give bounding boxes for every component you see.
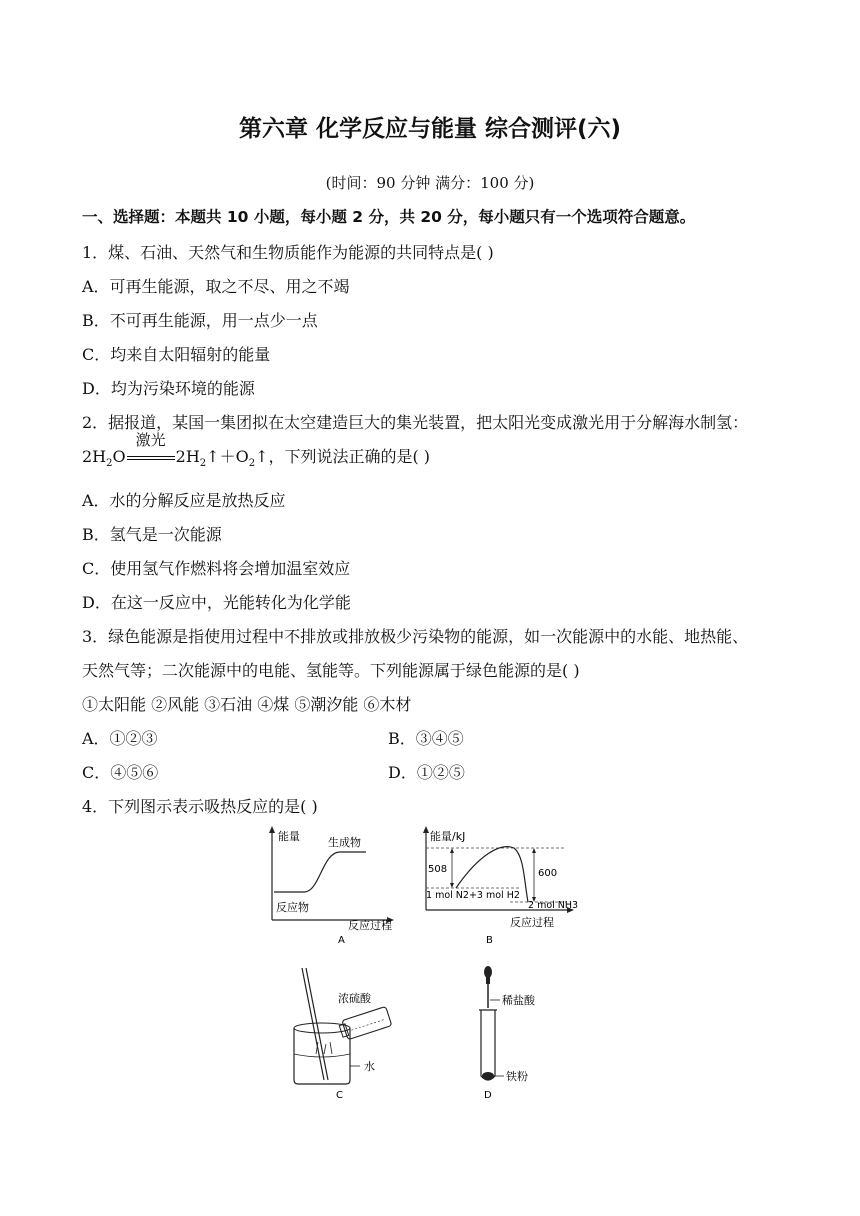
fig-a-reactant-label: 反应物 [276, 901, 309, 914]
fig-d-iron-label: 铁粉 [506, 1070, 528, 1083]
equation-condition: 激光 [135, 431, 166, 449]
fig-b-reactants: 1 mol N2+3 mol H2 [426, 890, 520, 901]
fig-b-ylabel: 能量/kJ [430, 830, 466, 843]
figure-c [288, 962, 428, 1106]
question-3-stem-line1: 3．绿色能源是指使用过程中不排放或排放极少污染物的能源，如一次能源中的水能、地热能、 [82, 627, 749, 646]
fig-a-xlabel: 反应过程 [348, 919, 392, 932]
question-3-stem-line2: 天然气等；二次能源中的电能、氢能等。下列能源属于绿色能源的是( ) [82, 661, 580, 680]
section-heading: 一、选择题：本题共 10 小题，每小题 2 分，共 20 分，每小题只有一个选项符合题意。 [82, 208, 696, 226]
chemical-equation: $2H_2O$ 激光 $2H_2↑+O_2↑$，下列说法正确的是( ) [82, 431, 431, 470]
q3-option-a: A．①②③ [82, 729, 158, 748]
equation-tail: ，下列说法正确的是( ) [268, 447, 431, 466]
figure-b [420, 824, 600, 952]
fig-d-tag: D [484, 1090, 492, 1101]
fig-b-value-508: 508 [428, 864, 448, 875]
q1-option-a: A．可再生能源，取之不尽、用之不竭 [82, 277, 350, 296]
q2-option-a: A．水的分解反应是放热反应 [82, 491, 286, 510]
q2-option-c: C．使用氢气作燃料将会增加温室效应 [82, 559, 351, 578]
fig-c-tag: C [336, 1090, 343, 1101]
q3-option-d: D．①②⑤ [388, 763, 465, 782]
question-2-stem: 2．据报道，某国一集团拟在太空建造巨大的集光装置，把太阳光变成激光用于分解海水制氢： [82, 413, 749, 432]
fig-b-products: 2 mol NH3 [528, 900, 579, 911]
q1-option-d: D．均为污染环境的能源 [82, 379, 255, 398]
fig-c-water-label: 水 [364, 1060, 375, 1073]
q1-option-c: C．均来自太阳辐射的能量 [82, 345, 271, 364]
fig-b-value-600: 600 [538, 868, 558, 879]
q1-option-b: B．不可再生能源，用一点少一点 [82, 311, 318, 330]
question-1-stem: 1．煤、石油、天然气和生物质能作为能源的共同特点是( ) [82, 243, 494, 262]
fig-c-acid-label: 浓硫酸 [338, 992, 371, 1005]
fig-a-tag: A [338, 935, 345, 946]
q3-items: ①太阳能 ②风能 ③石油 ④煤 ⑤潮汐能 ⑥木材 [82, 695, 412, 714]
fig-a-product-label: 生成物 [328, 836, 361, 849]
fig-b-xlabel: 反应过程 [510, 916, 554, 929]
q3-option-b: B．③④⑤ [388, 729, 464, 748]
question-4-stem: 4．下列图示表示吸热反应的是( ) [82, 797, 318, 816]
exam-info: (时间：90 分钟 满分：100 分) [325, 174, 535, 192]
q2-option-b: B．氢气是一次能源 [82, 525, 222, 544]
page-title: 第六章 化学反应与能量 综合测评(六) [238, 116, 622, 142]
q2-option-d: D．在这一反应中，光能转化为化学能 [82, 593, 351, 612]
fig-a-ylabel: 能量 [278, 830, 300, 843]
q3-option-c: C．④⑤⑥ [82, 763, 159, 782]
figure-a [262, 824, 402, 952]
fig-d-acid-label: 稀盐酸 [502, 994, 535, 1007]
figure-d [470, 962, 570, 1106]
fig-b-tag: B [486, 935, 493, 946]
